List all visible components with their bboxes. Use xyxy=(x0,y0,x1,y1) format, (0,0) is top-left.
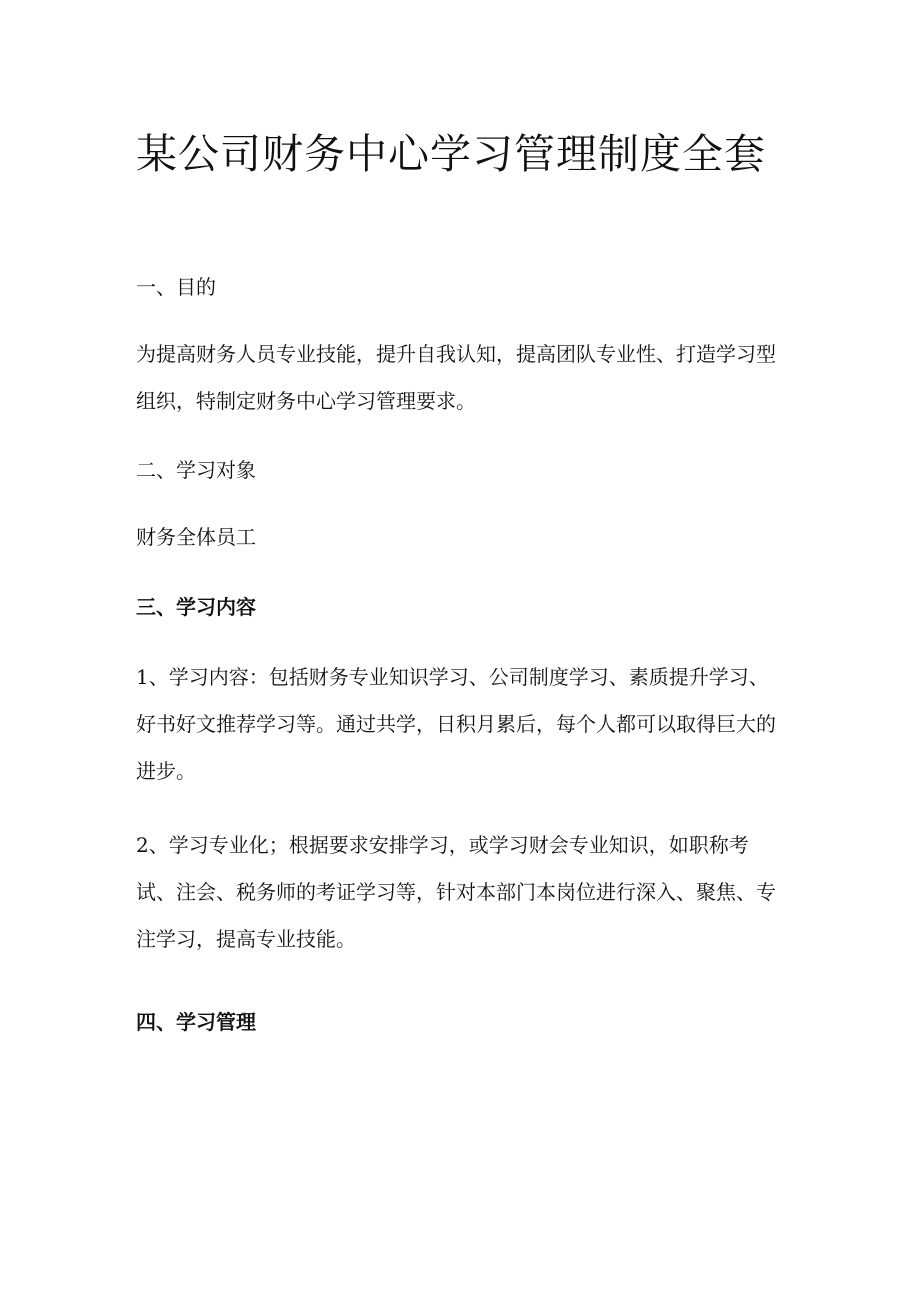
section-paragraph-purpose xyxy=(136,331,784,425)
section-heading-content: 三、学习内容 xyxy=(136,595,256,619)
paragraph-line: 组织，特制定财务中心学习管理要求。 xyxy=(136,389,476,413)
paragraph-line: 注学习，提高专业技能。 xyxy=(136,927,356,951)
paragraph-line xyxy=(136,822,784,869)
paragraph-line: 试、注会、税务师的考证学习等，针对本部门本岗位进行深入、聚焦、专 xyxy=(136,880,776,904)
paragraph-line: 财务全体员工 xyxy=(136,525,256,549)
section-heading-management: 四、学习管理 xyxy=(136,1010,256,1034)
content-item-1 xyxy=(136,654,784,795)
item-text: 、学习专业化；根据要求安排学习，或学习财会专业知识，如职称考 xyxy=(148,833,749,857)
item-number: 1 xyxy=(136,665,149,689)
document-title: 某公司财务中心学习管理制度全套 xyxy=(136,130,766,178)
paragraph-line: 为提高财务人员专业技能，提升自我认知，提高团队专业性、打造学习型 xyxy=(136,342,776,366)
section-heading-audience: 二、学习对象 xyxy=(136,458,256,482)
paragraph-line xyxy=(136,654,784,701)
section-heading-purpose: 一、目的 xyxy=(136,275,216,299)
item-number: 2 xyxy=(136,833,149,857)
paragraph-line: 进步。 xyxy=(136,759,196,783)
paragraph-line: 好书好文推荐学习等。通过共学，日积月累后，每个人都可以取得巨大的 xyxy=(136,712,776,736)
section-paragraph-audience xyxy=(136,514,784,561)
item-text: 、学习内容：包括财务专业知识学习、公司制度学习、素质提升学习、 xyxy=(148,665,769,689)
content-item-2 xyxy=(136,822,784,963)
